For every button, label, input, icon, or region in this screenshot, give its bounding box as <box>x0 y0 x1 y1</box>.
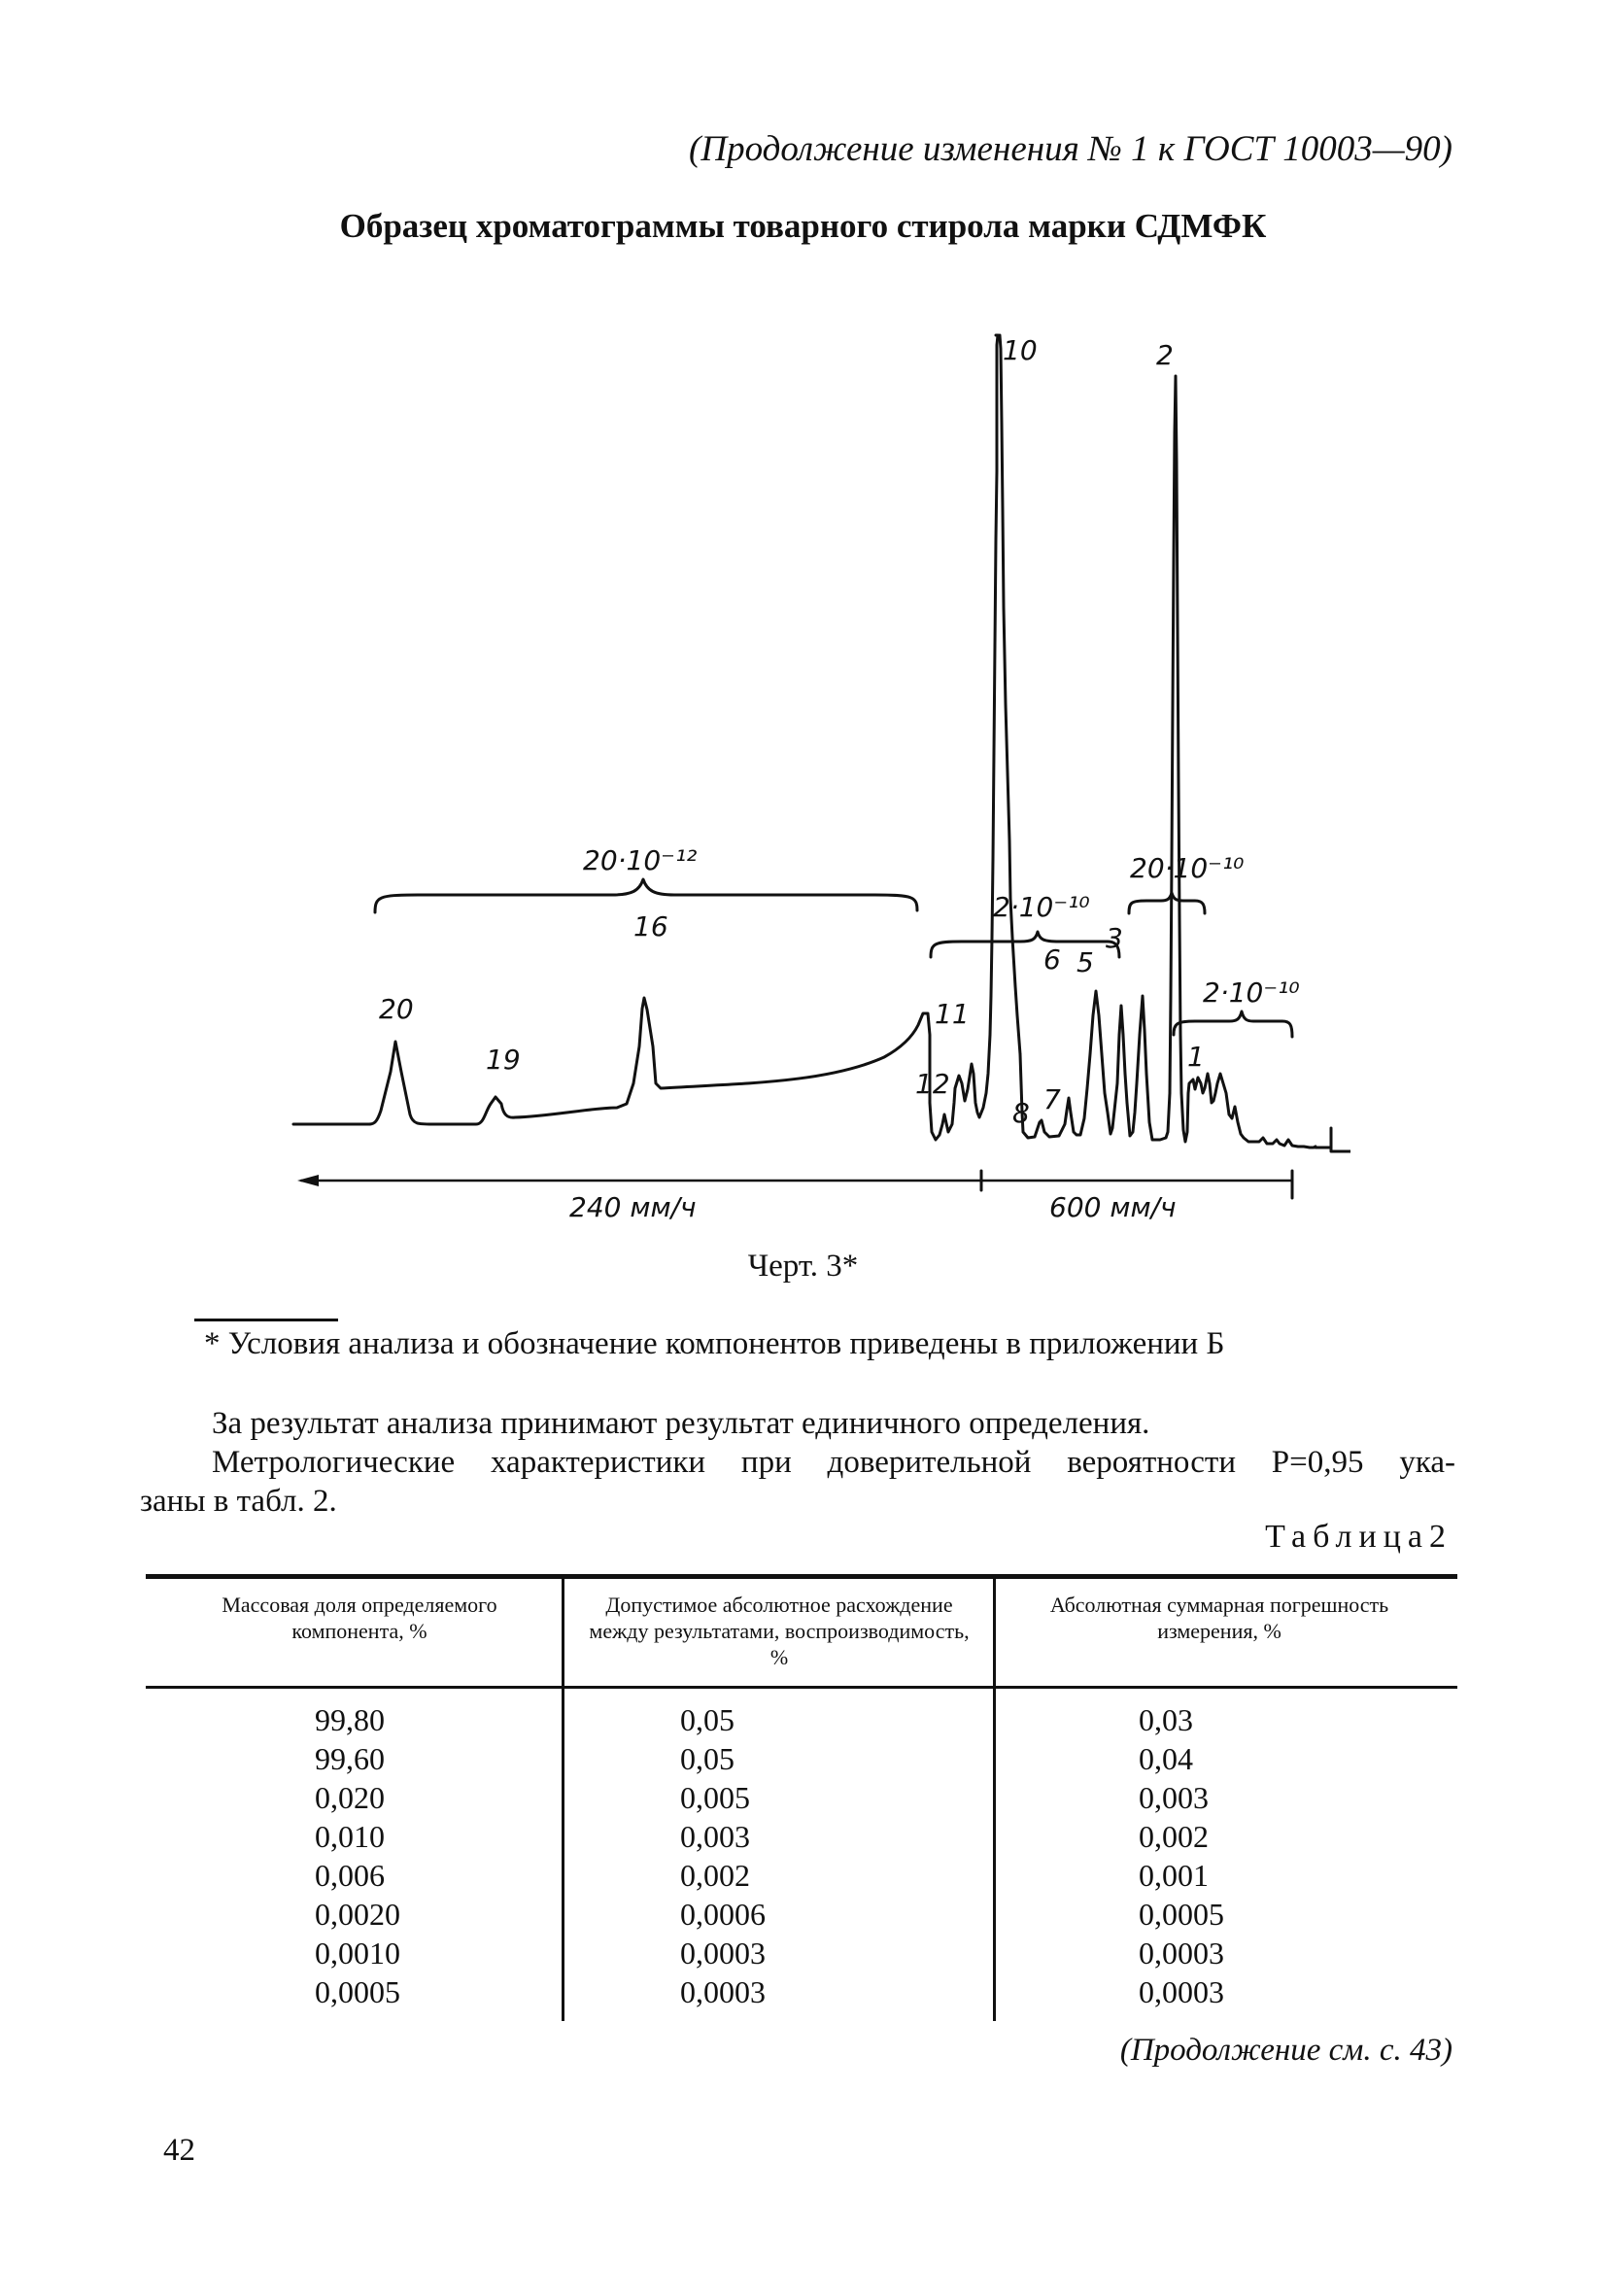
peak-label-2: 2 <box>1156 339 1174 371</box>
peak-label-6: 6 <box>1043 943 1061 976</box>
table-column-mass-fraction <box>315 1700 400 2011</box>
page-number: 42 <box>163 2133 195 2168</box>
table-cell: 0,003 <box>680 1819 750 1854</box>
table-cell: 0,0005 <box>315 1974 400 2009</box>
table-cell: 0,020 <box>315 1780 385 1815</box>
table-cell: 0,001 <box>1139 1858 1209 1893</box>
peak-label-7: 7 <box>1043 1083 1061 1115</box>
peak-label-11: 11 <box>935 998 970 1030</box>
paragraph-metrology-line1: Метрологические характеристики при доверительной вероятности P=0,95 ука- <box>212 1445 1455 1480</box>
table-column-divider <box>562 1577 564 2021</box>
table-cell: 99,60 <box>315 1741 385 1776</box>
table-cell: 0,006 <box>315 1858 385 1893</box>
chromatogram-trace-right <box>1020 376 1316 1148</box>
peak-label-16: 16 <box>633 910 668 942</box>
bracket-scale-4 <box>1174 1011 1292 1037</box>
table-cell: 0,0020 <box>315 1897 400 1932</box>
table-cell: 0,05 <box>680 1741 735 1776</box>
figure-caption: Черт. 3* <box>747 1249 859 1284</box>
paragraph-metrology-line2: заны в табл. 2. <box>140 1484 337 1519</box>
scale-label-4: 2·10⁻¹⁰ <box>1203 977 1300 1009</box>
baseline-end <box>1316 1128 1350 1151</box>
paragraph-result-text: За результат анализа принимают результат единичного определения. <box>212 1406 1150 1441</box>
table-column-discrepancy <box>680 1700 766 2011</box>
table-cell: 99,80 <box>315 1702 385 1737</box>
table-cell: 0,0005 <box>1139 1897 1224 1932</box>
table-cell: 0,0003 <box>1139 1936 1224 1970</box>
table-cell: 0,03 <box>1139 1702 1193 1737</box>
peak-10-apex <box>996 335 1020 1054</box>
table-header-cell: Абсолютная суммарная погрешность измерения, % <box>1049 1593 1389 1643</box>
continuation-note: (Продолжение см. с. 43) <box>1119 2033 1452 2068</box>
table-cell: 0,05 <box>680 1702 735 1737</box>
table-top-rule <box>146 1574 1457 1579</box>
table-cell: 0,0010 <box>315 1936 400 1970</box>
footnote: * Условия анализа и обозначение компонентов приведены в приложении Б <box>204 1326 1225 1361</box>
peak-label-3: 3 <box>1106 922 1123 954</box>
table-header-cell: Массовая доля определяемого компонента, % <box>222 1593 497 1643</box>
table-cell: 0,010 <box>315 1819 385 1854</box>
table-header-rule <box>146 1686 1457 1689</box>
time-axis-arrowhead <box>297 1175 319 1186</box>
paragraph-metrology <box>140 1443 1455 1521</box>
speed-label-2: 600 мм/ч <box>1049 1191 1177 1223</box>
scale-label-2: 2·10⁻¹⁰ <box>993 891 1090 923</box>
bracket-scale-3 <box>1129 893 1205 913</box>
table-header-cell: Допустимое абсолютное расхождение между результатами, воспроизводимость, % <box>589 1593 970 1669</box>
peak-label-8: 8 <box>1012 1097 1030 1129</box>
table-label: Таблица2 <box>1265 1519 1452 1555</box>
figure-title: Образец хроматограммы товарного стирола марки СДМФК <box>339 207 1267 245</box>
table-cell: 0,0006 <box>680 1897 766 1932</box>
peak-label-5: 5 <box>1076 946 1094 978</box>
peak-label-1: 1 <box>1187 1041 1205 1073</box>
table-cell: 0,0003 <box>1139 1974 1224 2009</box>
peak-label-10: 10 <box>1003 334 1038 366</box>
peak-label-20: 20 <box>379 993 414 1025</box>
peak-label-12: 12 <box>915 1068 950 1100</box>
table-cell: 0,002 <box>1139 1819 1209 1854</box>
table-cell: 0,0003 <box>680 1974 766 2009</box>
scale-label-1: 20·10⁻¹² <box>583 844 698 876</box>
table-cell: 0,0003 <box>680 1936 766 1970</box>
bracket-scale-1 <box>375 879 917 912</box>
scale-label-3: 20·10⁻¹⁰ <box>1130 852 1245 884</box>
peak-label-19: 19 <box>486 1044 521 1076</box>
chromatogram-figure <box>282 316 1350 1239</box>
table-cell: 0,04 <box>1139 1741 1193 1776</box>
paragraph-result <box>212 1404 1455 1443</box>
speed-label-1: 240 мм/ч <box>569 1191 697 1223</box>
table-cell: 0,002 <box>680 1858 750 1893</box>
footnote-rule <box>194 1319 338 1321</box>
table-column-divider <box>993 1577 996 2021</box>
table-cell: 0,005 <box>680 1780 750 1815</box>
header-note: (Продолжение изменения № 1 к ГОСТ 10003—90) <box>689 129 1452 169</box>
table-column-error <box>1139 1700 1224 2011</box>
table-cell: 0,003 <box>1139 1780 1209 1815</box>
metrology-table <box>146 1574 1457 2021</box>
